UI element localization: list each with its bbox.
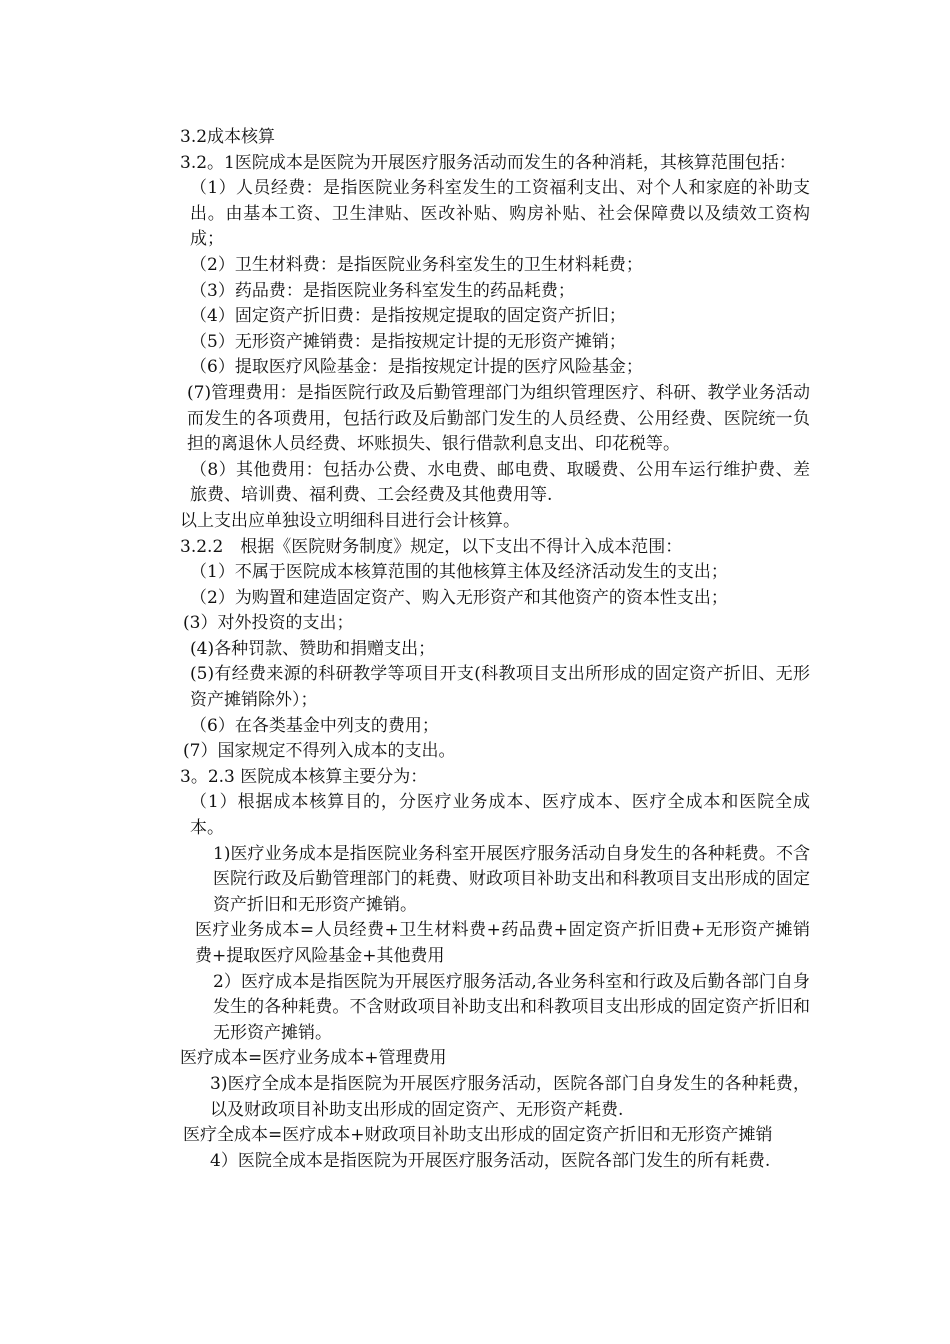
paragraph: （2）为购置和建造固定资产、购入无形资产和其他资产的资本性支出； (190, 587, 728, 608)
paragraph: 以上支出应单独设立明细科目进行会计核算。 (180, 510, 520, 531)
paragraph: 3.2成本核算 (180, 127, 276, 147)
paragraph: （8）其他费用：包括办公费、水电费、邮电费、取暖费、公用车运行维护费、差旅费、培训费、福利费、工会经费及其他费用等. (190, 459, 810, 506)
paragraph: (5)有经费来源的科研教学等项目开支(科教项目支出所形成的固定资产折旧、无形资产摊销除外）； (190, 664, 810, 711)
paragraph: 3.2.2 根据《医院财务制度》规定，以下支出不得计入成本范围： (180, 536, 683, 557)
paragraph: 医疗成本=医疗业务成本+管理费用 (180, 1048, 447, 1069)
paragraph: 3。2.3 医院成本核算主要分为： (180, 766, 428, 787)
paragraph: （6）在各类基金中列支的费用； (190, 715, 439, 736)
paragraph: （5）无形资产摊销费：是指按规定计提的无形资产摊销； (190, 331, 626, 352)
paragraph: 3.2。1医院成本是医院为开展医疗服务活动而发生的各种消耗，其核算范围包括： (180, 152, 796, 173)
paragraph: (7)管理费用：是指医院行政及后勤管理部门为组织管理医疗、科研、教学业务活动而发生的各项费用，包括行政及后勤部门发生的人员经费、公用经费、医院统一负担的离退休人员经费、坏账损失、银行借款利息支出、印花税等。 (187, 382, 810, 455)
paragraph: 医疗全成本=医疗成本+财政项目补助支出形成的固定资产折旧和无形资产摊销 (183, 1125, 773, 1146)
paragraph: （4）固定资产折旧费：是指按规定提取的固定资产折旧； (190, 306, 626, 327)
paragraph: （6）提取医疗风险基金：是指按规定计提的医疗风险基金； (190, 357, 643, 378)
document-body (145, 125, 810, 1174)
paragraph: （1）人员经费：是指医院业务科室发生的工资福利支出、对个人和家庭的补助支出。由基本工资、卫生津贴、医改补贴、购房补贴、社会保障费以及绩效工资构成； (190, 178, 810, 250)
paragraph: 1)医疗业务成本是指医院业务科室开展医疗服务活动自身发生的各种耗费。不含医院行政及后勤管理部门的耗费、财政项目补助支出和科教项目支出形成的固定资产折旧和无形资产摊销。 (213, 843, 810, 915)
paragraph: （1）根据成本核算目的，分医疗业务成本、医疗成本、医疗全成本和医院全成本。 (190, 792, 810, 839)
paragraph: 2）医疗成本是指医院为开展医疗服务活动,各业务科室和行政及后勤各部门自身发生的各种耗费。不含财政项目补助支出和科教项目支出形成的固定资产折旧和无形资产摊销。 (213, 971, 810, 1043)
paragraph: （1）不属于医院成本核算范围的其他核算主体及经济活动发生的支出； (190, 562, 728, 583)
paragraph: 3)医疗全成本是指医院为开展医疗服务活动，医院各部门自身发生的各种耗费，以及财政项目补助支出形成的固定资产、无形资产耗费. (210, 1073, 810, 1120)
paragraph: （2）卫生材料费：是指医院业务科室发生的卫生材料耗费； (190, 254, 643, 275)
paragraph: 4）医院全成本是指医院为开展医疗服务活动，医院各部门发生的所有耗费. (210, 1150, 771, 1171)
paragraph: (4)各种罚款、赞助和捐赠支出； (190, 638, 436, 659)
paragraph: (3）对外投资的支出； (183, 613, 354, 634)
paragraph: （3）药品费：是指医院业务科室发生的药品耗费； (190, 280, 575, 301)
paragraph: 医疗业务成本=人员经费+卫生材料费+药品费+固定资产折旧费+无形资产摊销费+提取医疗风险基金+其他费用 (195, 920, 810, 966)
paragraph: (7）国家规定不得列入成本的支出。 (183, 741, 456, 762)
